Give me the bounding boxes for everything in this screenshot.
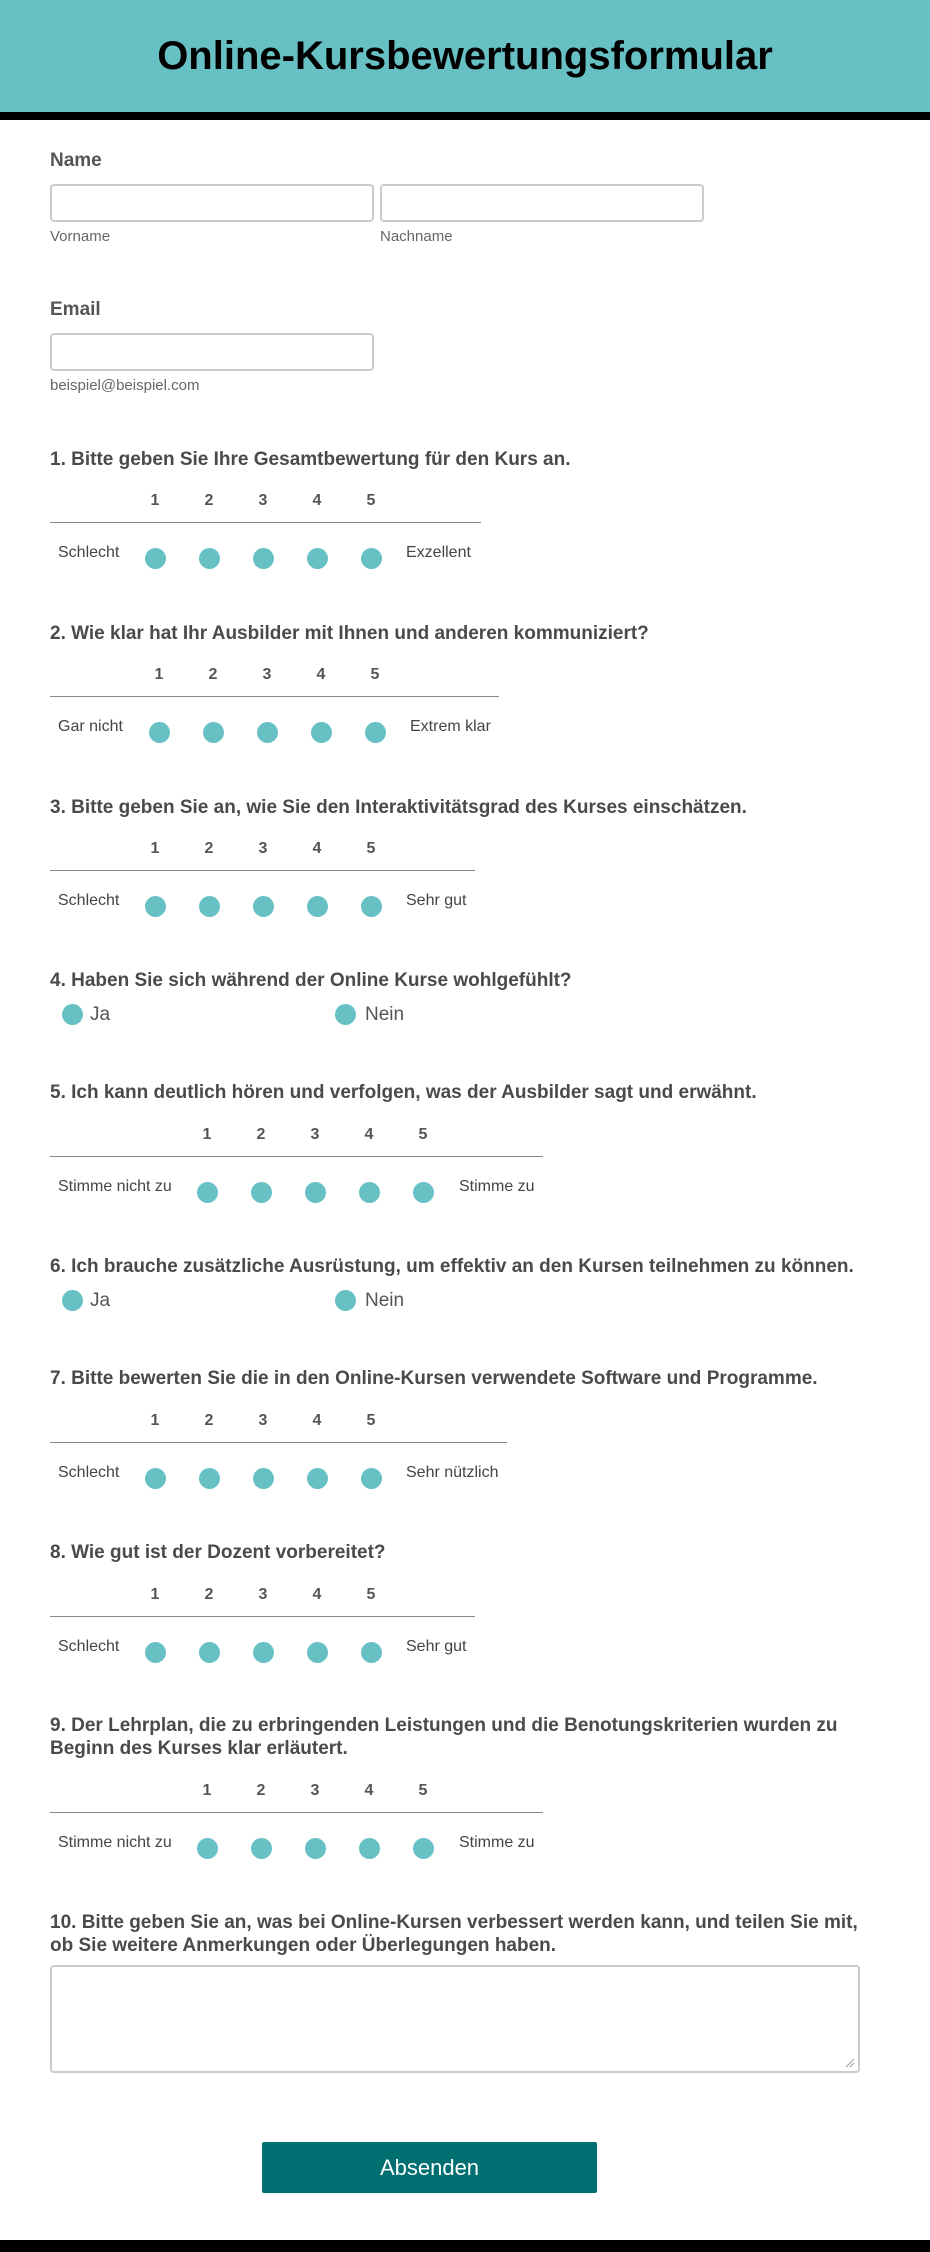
question-3-text: 3. Bitte geben Sie an, wie Sie den Interaktivitätsgrad des Kurses einschätzen.	[50, 797, 747, 818]
header-banner	[0, 0, 930, 120]
question-7-scale	[50, 1412, 507, 1492]
scale-divider	[50, 1616, 475, 1617]
q3-scale-number-5: 5	[366, 840, 376, 857]
q3-low-label: Schlecht	[58, 892, 120, 909]
question-9-text: 9. Der Lehrplan, die zu erbringenden Leistungen und die Benotungskriterien wurden zu Beginn des Kurses klar erläutert.	[50, 1715, 838, 1759]
q5-scale-number-3: 3	[310, 1126, 320, 1143]
question-2-text: 2. Wie klar hat Ihr Ausbilder mit Ihnen und anderen kommuniziert?	[50, 623, 649, 644]
scale-divider	[50, 696, 499, 697]
question-8-text: 8. Wie gut ist der Dozent vorbereitet?	[50, 1542, 386, 1563]
email-label: Email	[50, 299, 101, 320]
q6-option-nein-label: Nein	[365, 1290, 405, 1311]
q8-scale-number-3: 3	[258, 1586, 268, 1603]
question-2-scale	[50, 666, 499, 746]
q5-low-label: Stimme nicht zu	[58, 1178, 172, 1195]
q5-scale-number-2: 2	[256, 1126, 266, 1143]
q1-scale-number-4: 4	[312, 492, 322, 509]
q7-radio-5[interactable]	[361, 1468, 382, 1489]
q2-radio-1[interactable]	[149, 722, 170, 743]
q1-radio-3[interactable]	[253, 548, 274, 569]
q9-low-label: Stimme nicht zu	[58, 1834, 172, 1851]
q2-radio-4[interactable]	[311, 722, 332, 743]
first-name-input[interactable]	[50, 184, 374, 222]
q1-high-label: Exzellent	[406, 544, 471, 561]
q3-radio-5[interactable]	[361, 896, 382, 917]
q2-high-label: Extrem klar	[410, 718, 491, 735]
question-10-text: 10. Bitte geben Sie an, was bei Online-Kursen verbessert werden kann, und teilen Sie mit, ob Sie weitere Anmerkungen oder Überlegungen haben.	[50, 1912, 858, 1956]
question-1-scale	[50, 492, 481, 572]
q5-radio-5[interactable]	[413, 1182, 434, 1203]
footer-bar	[0, 2240, 930, 2252]
q9-radio-2[interactable]	[251, 1838, 272, 1859]
q2-scale-number-1: 1	[154, 666, 164, 683]
q1-radio-4[interactable]	[307, 548, 328, 569]
q8-scale-number-5: 5	[366, 1586, 376, 1603]
q8-radio-5[interactable]	[361, 1642, 382, 1663]
q3-scale-number-3: 3	[258, 840, 268, 857]
first-name-sublabel: Vorname	[50, 228, 111, 245]
q3-radio-3[interactable]	[253, 896, 274, 917]
page-title: Online-Kursbewertungsformular	[157, 34, 773, 78]
question-8-scale	[50, 1586, 475, 1666]
q9-high-label: Stimme zu	[459, 1834, 535, 1851]
email-sublabel: beispiel@beispiel.com	[50, 377, 200, 394]
q3-radio-4[interactable]	[307, 896, 328, 917]
scale-divider	[50, 870, 475, 871]
scale-divider	[50, 1156, 543, 1157]
q8-scale-number-2: 2	[204, 1586, 214, 1603]
q2-radio-5[interactable]	[365, 722, 386, 743]
q1-radio-5[interactable]	[361, 548, 382, 569]
q7-scale-number-1: 1	[150, 1412, 160, 1429]
q2-scale-number-4: 4	[316, 666, 326, 683]
q8-radio-3[interactable]	[253, 1642, 274, 1663]
name-label: Name	[50, 150, 102, 171]
scale-divider	[50, 522, 481, 523]
q9-radio-4[interactable]	[359, 1838, 380, 1859]
q9-radio-5[interactable]	[413, 1838, 434, 1859]
q1-radio-2[interactable]	[199, 548, 220, 569]
q2-radio-2[interactable]	[203, 722, 224, 743]
q7-radio-3[interactable]	[253, 1468, 274, 1489]
q1-scale-number-5: 5	[366, 492, 376, 509]
q7-low-label: Schlecht	[58, 1464, 120, 1481]
question-6-text: 6. Ich brauche zusätzliche Ausrüstung, um effektiv an den Kursen teilnehmen zu können.	[50, 1256, 854, 1277]
resize-grip-icon[interactable]	[845, 2058, 855, 2068]
email-input[interactable]	[50, 333, 374, 371]
question-3-scale	[50, 840, 475, 920]
q1-radio-1[interactable]	[145, 548, 166, 569]
q4-option-ja-label: Ja	[90, 1004, 111, 1025]
q9-radio-3[interactable]	[305, 1838, 326, 1859]
q5-scale-number-1: 1	[202, 1126, 212, 1143]
q7-scale-number-3: 3	[258, 1412, 268, 1429]
q5-radio-4[interactable]	[359, 1182, 380, 1203]
q9-scale-number-3: 3	[310, 1782, 320, 1799]
q4-option-nein-label: Nein	[365, 1004, 405, 1025]
q7-scale-number-5: 5	[366, 1412, 376, 1429]
q2-scale-number-5: 5	[370, 666, 380, 683]
q8-radio-2[interactable]	[199, 1642, 220, 1663]
q7-scale-number-4: 4	[312, 1412, 322, 1429]
q1-low-label: Schlecht	[58, 544, 120, 561]
last-name-input[interactable]	[380, 184, 704, 222]
q4-radio-nein[interactable]	[335, 1004, 356, 1025]
q7-scale-number-2: 2	[204, 1412, 214, 1429]
last-name-sublabel: Nachname	[380, 228, 453, 245]
question-1-text: 1. Bitte geben Sie Ihre Gesamtbewertung für den Kurs an.	[50, 449, 571, 470]
q1-scale-number-3: 3	[258, 492, 268, 509]
q8-radio-4[interactable]	[307, 1642, 328, 1663]
q9-scale-number-2: 2	[256, 1782, 266, 1799]
q7-radio-4[interactable]	[307, 1468, 328, 1489]
q7-radio-1[interactable]	[145, 1468, 166, 1489]
q5-radio-3[interactable]	[305, 1182, 326, 1203]
q5-radio-2[interactable]	[251, 1182, 272, 1203]
q9-scale-number-4: 4	[364, 1782, 374, 1799]
comments-textarea[interactable]	[50, 1965, 860, 2073]
q3-scale-number-1: 1	[150, 840, 160, 857]
q3-radio-1[interactable]	[145, 896, 166, 917]
q7-radio-2[interactable]	[199, 1468, 220, 1489]
q1-scale-number-2: 2	[204, 492, 214, 509]
q3-scale-number-4: 4	[312, 840, 322, 857]
q9-radio-1[interactable]	[197, 1838, 218, 1859]
q6-radio-ja[interactable]	[62, 1290, 83, 1311]
question-4-text: 4. Haben Sie sich während der Online Kurse wohlgefühlt?	[50, 970, 572, 991]
question-5-scale	[50, 1126, 543, 1206]
q9-scale-number-5: 5	[418, 1782, 428, 1799]
q2-low-label: Gar nicht	[58, 718, 123, 735]
q4-radio-ja[interactable]	[62, 1004, 83, 1025]
q5-scale-number-5: 5	[418, 1126, 428, 1143]
question-7-text: 7. Bitte bewerten Sie die in den Online-Kursen verwendete Software und Programme.	[50, 1368, 818, 1389]
q2-scale-number-3: 3	[262, 666, 272, 683]
q9-scale-number-1: 1	[202, 1782, 212, 1799]
q6-radio-nein[interactable]	[335, 1290, 356, 1311]
scale-divider	[50, 1812, 543, 1813]
submit-button[interactable]: Absenden	[262, 2142, 597, 2193]
scale-divider	[50, 1442, 507, 1443]
q3-radio-2[interactable]	[199, 896, 220, 917]
question-9-scale	[50, 1782, 543, 1862]
q8-radio-1[interactable]	[145, 1642, 166, 1663]
q2-radio-3[interactable]	[257, 722, 278, 743]
q8-scale-number-1: 1	[150, 1586, 160, 1603]
question-5-text: 5. Ich kann deutlich hören und verfolgen, was der Ausbilder sagt und erwähnt.	[50, 1082, 757, 1103]
q8-low-label: Schlecht	[58, 1638, 120, 1655]
q6-option-ja-label: Ja	[90, 1290, 111, 1311]
q5-high-label: Stimme zu	[459, 1178, 535, 1195]
q5-scale-number-4: 4	[364, 1126, 374, 1143]
q8-scale-number-4: 4	[312, 1586, 322, 1603]
q3-high-label: Sehr gut	[406, 892, 467, 909]
q1-scale-number-1: 1	[150, 492, 160, 509]
q8-high-label: Sehr gut	[406, 1638, 467, 1655]
q5-radio-1[interactable]	[197, 1182, 218, 1203]
q7-high-label: Sehr nützlich	[406, 1464, 499, 1481]
q3-scale-number-2: 2	[204, 840, 214, 857]
q2-scale-number-2: 2	[208, 666, 218, 683]
